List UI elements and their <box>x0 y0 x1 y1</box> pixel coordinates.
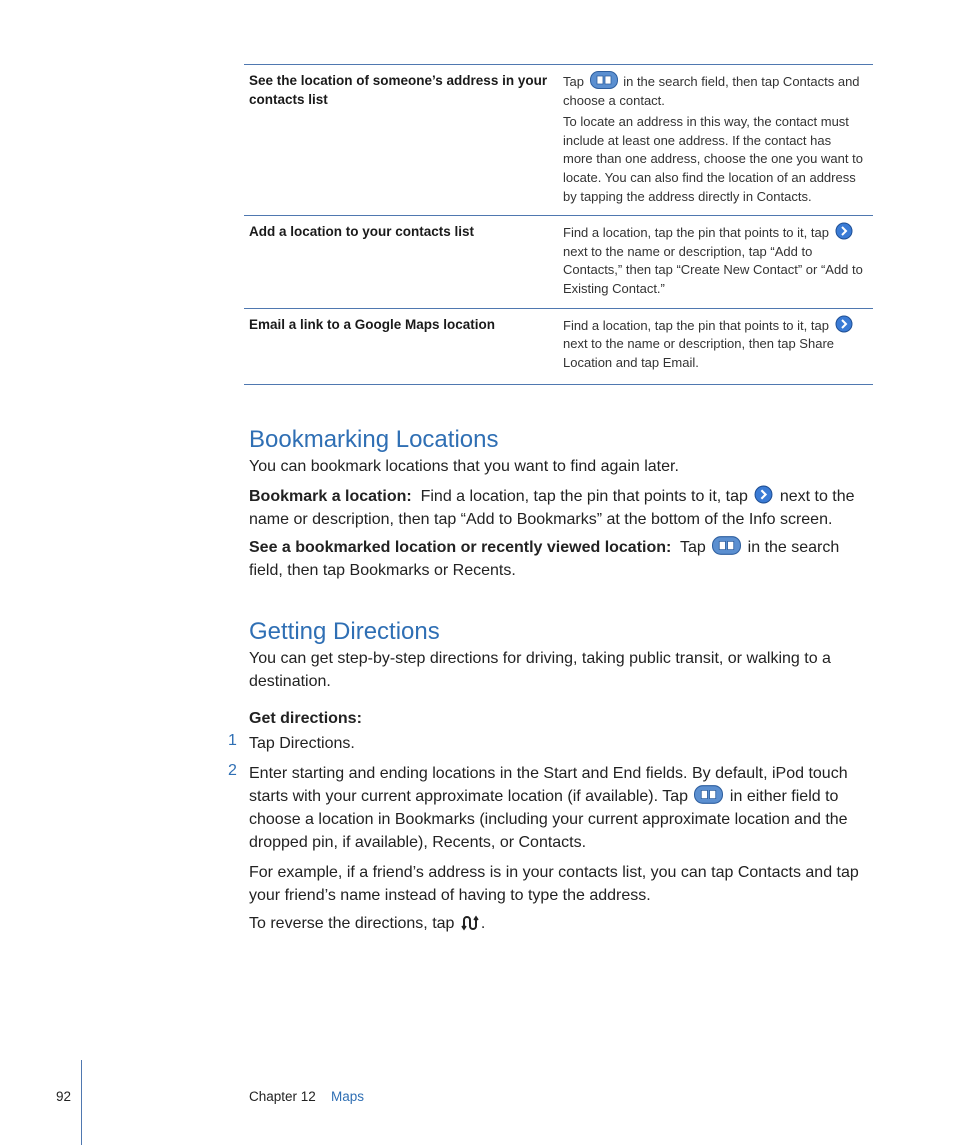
see-bookmarked-paragraph <box>249 536 869 582</box>
bold-label: Bookmark a location: <box>249 488 412 505</box>
row-label: See the location of someone’s address in your contacts list <box>249 73 548 107</box>
step-2-text <box>249 762 869 854</box>
reverse-paragraph <box>249 912 869 935</box>
table-row <box>244 309 873 385</box>
paragraph-text: To reverse the directions, tap <box>249 915 455 932</box>
paragraph-text: Find a location, tap the pin that points to it, tap <box>420 488 748 505</box>
desc-text: next to the name or description, tap “Add to Contacts,” then tap “Create New Contact” or “Add to Existing Contact.” <box>563 243 863 296</box>
detail-disclosure-icon <box>754 485 773 504</box>
section-heading-directions: Getting Directions <box>249 618 440 645</box>
info-table <box>244 64 873 385</box>
bookmarks-icon <box>712 536 741 555</box>
step-1-text: Tap Directions. <box>249 735 355 752</box>
swap-directions-icon <box>461 915 479 931</box>
step-number: 1 <box>228 732 237 749</box>
chapter-label: Chapter 12 <box>249 1089 316 1104</box>
desc-text: Find a location, tap the pin that points to it, tap <box>563 225 829 241</box>
desc-text: Tap <box>563 74 584 89</box>
row-description <box>563 71 863 209</box>
get-directions-label <box>249 707 869 730</box>
bold-label: Get directions: <box>249 710 362 727</box>
desc-text: Find a location, tap the pin that points to it, tap <box>563 317 829 333</box>
paragraph-text: Enter starting and ending locations in the Start and End fields. By default, iPod touch starts with your current approximate location (if available). Tap <box>249 765 848 805</box>
paragraph-text: Tap <box>679 539 706 556</box>
row-label: Email a link to a Google Maps location <box>249 316 496 332</box>
paragraph-text: . <box>480 915 486 932</box>
row-label: Add a location to your contacts list <box>249 224 475 240</box>
bookmarking-intro: You can bookmark locations that you want to find again later. <box>249 458 679 475</box>
step-number: 2 <box>228 762 237 779</box>
desc-text: To locate an address in this way, the contact must include at least one address. If the contact has more than one address, choose the one you want to locate. You can also find the location of an address by tapping the address directly in Contacts. <box>563 114 863 204</box>
chapter-name: Maps <box>331 1089 365 1104</box>
bold-label: See a bookmarked location or recently viewed location: <box>249 539 672 556</box>
detail-disclosure-icon <box>835 315 853 333</box>
table-row <box>244 216 873 308</box>
desc-text: next to the name or description, then tap Share Location and tap Email. <box>563 336 835 370</box>
example-paragraph: For example, if a friend’s address is in your contacts list, you can tap Contacts and tap your friend’s name instead of having to type the address. <box>249 864 859 904</box>
bookmark-location-paragraph <box>249 485 869 531</box>
paragraph-text: in the search field, then tap Bookmarks or Recents. <box>249 539 840 579</box>
bookmarks-icon <box>694 785 723 804</box>
detail-disclosure-icon <box>835 222 853 240</box>
bookmarks-icon <box>590 71 618 89</box>
paragraph-text: next to the name or description, then tap “Add to Bookmarks” at the bottom of the Info screen. <box>249 488 855 528</box>
section-heading-bookmarking: Bookmarking Locations <box>249 426 499 453</box>
directions-intro: You can get step-by-step directions for driving, taking public transit, or walking to a destination. <box>249 650 831 690</box>
page-number: 92 <box>56 1089 72 1104</box>
footer-divider <box>81 1060 82 1145</box>
row-description <box>563 315 863 376</box>
table-row <box>244 65 873 216</box>
paragraph-text: in either field to choose a location in Bookmarks (including your current approximate location and the dropped pin, if available), Recents, or Contacts. <box>249 788 848 851</box>
row-description <box>563 222 863 301</box>
desc-text: in the search field, then tap Contacts and choose a contact. <box>563 74 860 108</box>
